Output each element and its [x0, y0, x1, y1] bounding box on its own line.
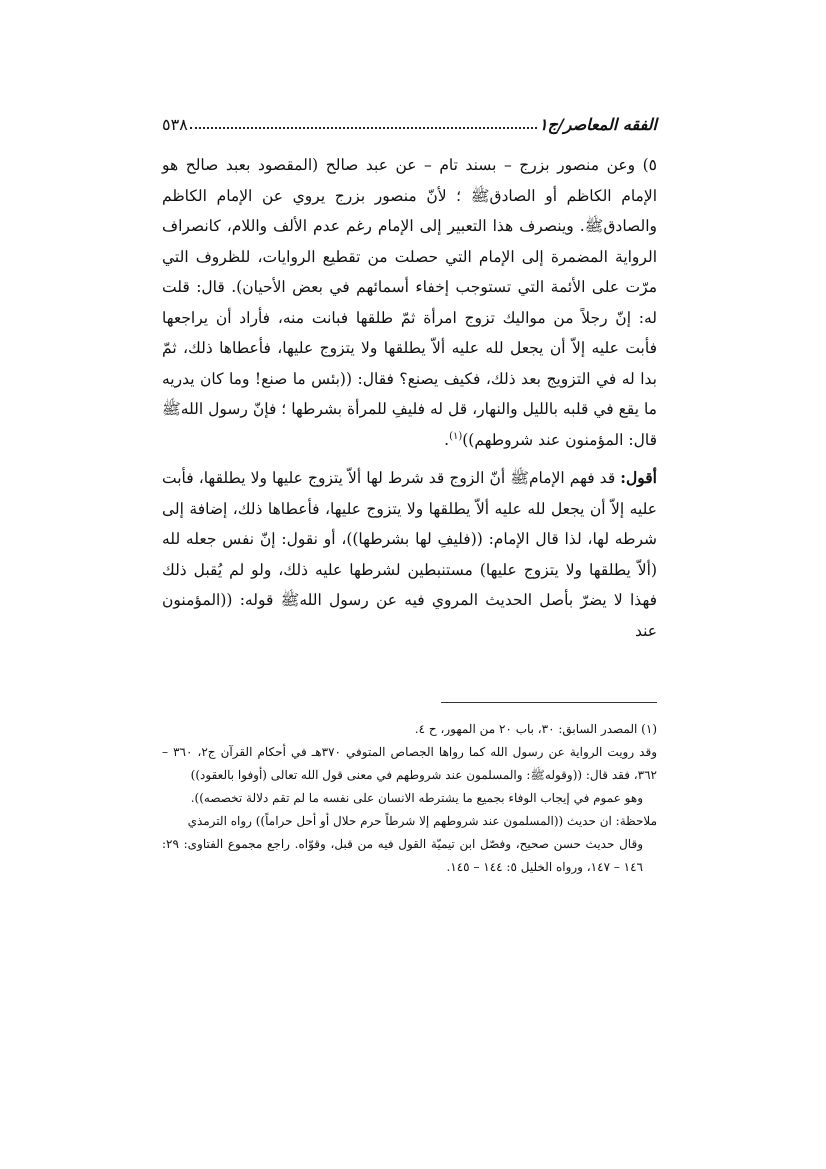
paragraph-text: ٥) وعن منصور بزرج – بسند تام – عن عبد صالح (المقصود بعبد صالح هو الإمام الكاظم أو الصادقﷺ ؛ لأنّ منصور بزرج يروي عن الإمام الكاظم والصادقﷺ. وينصرف هذا التعبير إلى الإمام رغم عدم الألف واللام، كانصراف الرواية المضمرة إلى الإمام التي حصلت من تقطيع الروايات، للظروف التي مرّت على الأئمة التي تستوجب إخفاء أسمائهم في بعض الأحيان). قال: قلت له: إنّ رجلاً من مواليك تزوج امرأة ثمّ طلقها فبانت منه، فأراد أن يراجعها فأبت عليه إلاّ أن يجعل لله عليه ألاّ يطلقها ولا يتزوج عليها، فأعطاها ذلك، ثمّ بدا له في التزويج بعد ذلك، فكيف يصنع؟ فقال: ((بئس ما صنع! وما كان يدريه ما يقع في قلبه بالليل والنهار، قل له فليفِ للمرأة بشرطها ؛ فإنّ رسول اللهﷺ قال: المؤمنون عند شروطهم)) — [162, 156, 657, 449]
body-paragraph — [162, 463, 657, 646]
footnote-line: (١) المصدر السابق: ٣٠، باب ٢٠ من المهور، ح ٤. — [414, 722, 657, 736]
paragraph-text: قد فهم الإمامﷺ أنّ الزوج قد شرط لها ألاّ يتزوج عليها ولا يطلقها، فأبت عليه إلاّ أن يجعل لله عليه ألاّ يطلقها ولا يتزوج عليها، فأعطاها ذلك، إضافة إلى شرطه لها، لذا قال الإمام: ((فليفِ لها بشرطها))، أو نقول: إنّ نفس جعله لله (ألاّ يطلقها ولا يتزوج عليها) مستنبطين لشرطها عليه ذلك، ولو لم يُقبل ذلك فهذا لا يضرّ بأصل الحديث المروي فيه عن رسول اللهﷺ قوله: ((المؤمنون عند — [162, 469, 657, 640]
footnote-line: وقال حديث حسن صحيح، وفصّل ابن تيميّة القول فيه من قبل، وقوّاه. راجع مجموع الفتاوى: ٢٩: ١٤٦ – ١٤٧، ورواه الخليل ٥: ١٤٤ – ١٤٥. — [162, 837, 643, 874]
footnote-line: وقد رويت الرواية عن رسول الله كما رواها الجصاص المتوفي ٣٧٠هـ في أحكام القرآن ج٢، ٣٦٠ – ٣٦٢، فقد قال: ((وقولهﷺ: والمسلمون عند شروطهم في معنى قول الله تعالى (أوفوا بالعقود)) — [162, 745, 657, 782]
running-title: الفقه المعاصر/ج١ — [539, 115, 657, 134]
page-number: ٥٣٨ — [162, 115, 188, 134]
footnote-separator — [441, 702, 657, 703]
footnote-line: ملاحظة: ان حديث ((المسلمون عند شروطهم إلا شرطاً حرم حلال أو أحل حراماً)) رواه الترمذي — [187, 814, 657, 828]
footnotes — [162, 718, 657, 879]
paragraph-lead: أقول: — [620, 468, 657, 487]
header-dot-leader — [190, 127, 537, 129]
footnote-line: وهو عموم في إيجاب الوفاء بجميع ما يشترطه الانسان على نفسه ما لم تقم دلالة تخصصه)). — [190, 791, 643, 805]
footnote-reference: (١) — [449, 430, 463, 442]
main-text — [162, 150, 657, 646]
page-header — [162, 104, 657, 134]
paragraph-end: . — [444, 430, 450, 449]
body-paragraph — [162, 150, 657, 455]
